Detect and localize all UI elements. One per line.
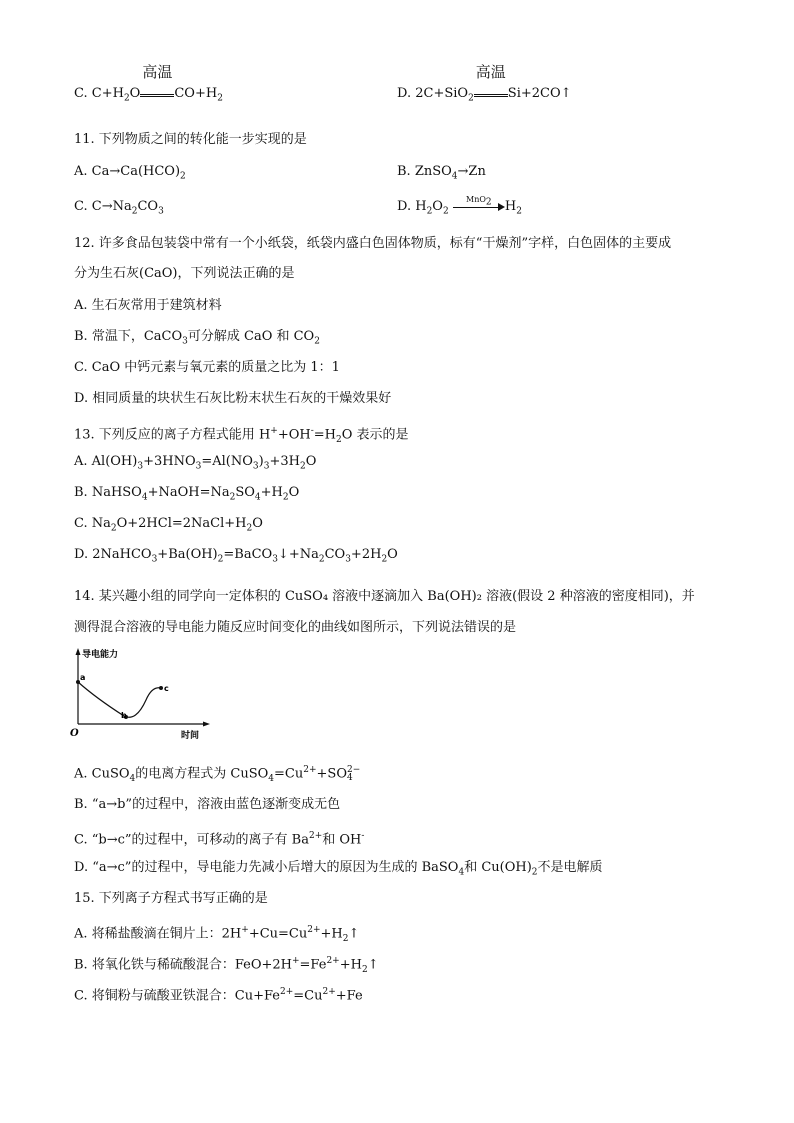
y-axis-label: 导电能力 xyxy=(82,650,119,660)
q13-stem: 13. 下列反应的离子方程式能用 $H^++OH^-=H_2O$ 表示的是 xyxy=(74,426,409,445)
origin-label: O xyxy=(70,728,79,739)
q11-option-a: A. $Ca\to Ca(HCO)_2$ xyxy=(74,164,186,182)
q15-option-c: C. 将铜粉与硫酸亚铁混合：$Cu+Fe^{2+}=Cu^{2+}+Fe$ xyxy=(74,987,363,1004)
label-c: c xyxy=(164,684,169,693)
q14-stem-line2: 测得混合溶液的导电能力随反应时间变化的曲线如图所示，下列说法错误的是 xyxy=(74,620,517,635)
x-axis-label: 时间 xyxy=(181,731,200,741)
q14-stem-line1: 14. 某兴趣小组的同学向一定体积的 CuSO₄ 溶液中逐滴加入 Ba(OH)₂ 溶液(假设 2 种溶液的密度相同)，并 xyxy=(74,589,695,604)
q11-option-d: D. $H_2O_2$ MnO$_2$ $H_2$ xyxy=(397,194,522,217)
q11-stem: 11. 下列物质之间的转化能一步实现的是 xyxy=(74,132,307,147)
q12-option-a: A. 生石灰常用于建筑材料 xyxy=(74,298,222,313)
q10-option-c: C. $C+H_2O$ 高温 $CO+H_2$ xyxy=(74,63,223,104)
q13-option-b: B. $NaHSO_4+NaOH=Na_2SO_4+H_2O$ xyxy=(74,485,300,503)
q12-option-b: B. 常温下，CaCO$_3$可分解成 CaO 和 $CO_2$ xyxy=(74,329,320,347)
q12-option-c: C. CaO 中钙元素与氧元素的质量之比为 1：1 xyxy=(74,360,340,375)
x-axis-arrow xyxy=(203,722,210,727)
conductivity-graph xyxy=(66,642,226,742)
y-axis-arrow xyxy=(76,648,81,655)
label-b: b xyxy=(121,711,127,720)
q11-option-b: B. ZnSO$_4$→Zn xyxy=(397,164,486,182)
point-c xyxy=(159,686,163,690)
q14-option-d: D. “a→c”的过程中，导电能力先减小后增大的原因为生成的 BaSO$_4$和 $Cu(OH)_2$不是电解质 xyxy=(74,860,603,878)
sulfate-charge-stack: 2− 4 xyxy=(347,764,361,783)
q13-option-d: D. $2NaHCO_3+Ba(OH)_2=BaCO_3↓+Na_2CO_3+2H_2O$ xyxy=(74,547,398,565)
catalyst-arrow: MnO$_2$ xyxy=(453,201,505,213)
q10-option-d: D. 2C+SiO$_2$ 高温 Si+2CO↑ xyxy=(397,63,572,104)
q13-option-a: A. $Al(OH)_3+3HNO_3=Al(NO_3)_3+3H_2O$ xyxy=(74,454,317,472)
q12-stem-line1: 12. 许多食品包装袋中常有一个小纸袋，纸袋内盛白色固体物质，标有“干燥剂”字样，白色固体的主要成 xyxy=(74,236,672,251)
q15-option-b: B. 将氧化铁与稀硫酸混合：$FeO+2H^+=Fe^{2+}+H_2↑$ xyxy=(74,956,379,975)
q14-option-c: C. “b→c”的过程中，可移动的离子有 $Ba^{2+}$和 OH- xyxy=(74,831,365,848)
q15-stem: 15. 下列离子方程式书写正确的是 xyxy=(74,891,268,906)
q11-option-c: C. $C\to Na_2CO_3$ xyxy=(74,199,164,217)
q14-option-a: A. CuSO$_4$的电离方程式为 $CuSO_4=Cu^{2+}+SO2-$ 4 xyxy=(74,764,361,784)
q14-option-b: B. “a→b”的过程中，溶液由蓝色逐渐变成无色 xyxy=(74,797,341,812)
q13-option-c: C. $Na_2O+2HCl=2NaCl+H_2O$ xyxy=(74,516,263,534)
conductivity-curve xyxy=(78,682,161,717)
q15-option-a: A. 将稀盐酸滴在铜片上：$2H^++Cu=Cu^{2+}+H_2↑$ xyxy=(74,925,360,944)
q12-option-d: D. 相同质量的块状生石灰比粉末状生石灰的干燥效果好 xyxy=(74,391,392,406)
q12-stem-line2: 分为生石灰(CaO)，下列说法正确的是 xyxy=(74,266,295,281)
label-a: a xyxy=(80,673,86,682)
